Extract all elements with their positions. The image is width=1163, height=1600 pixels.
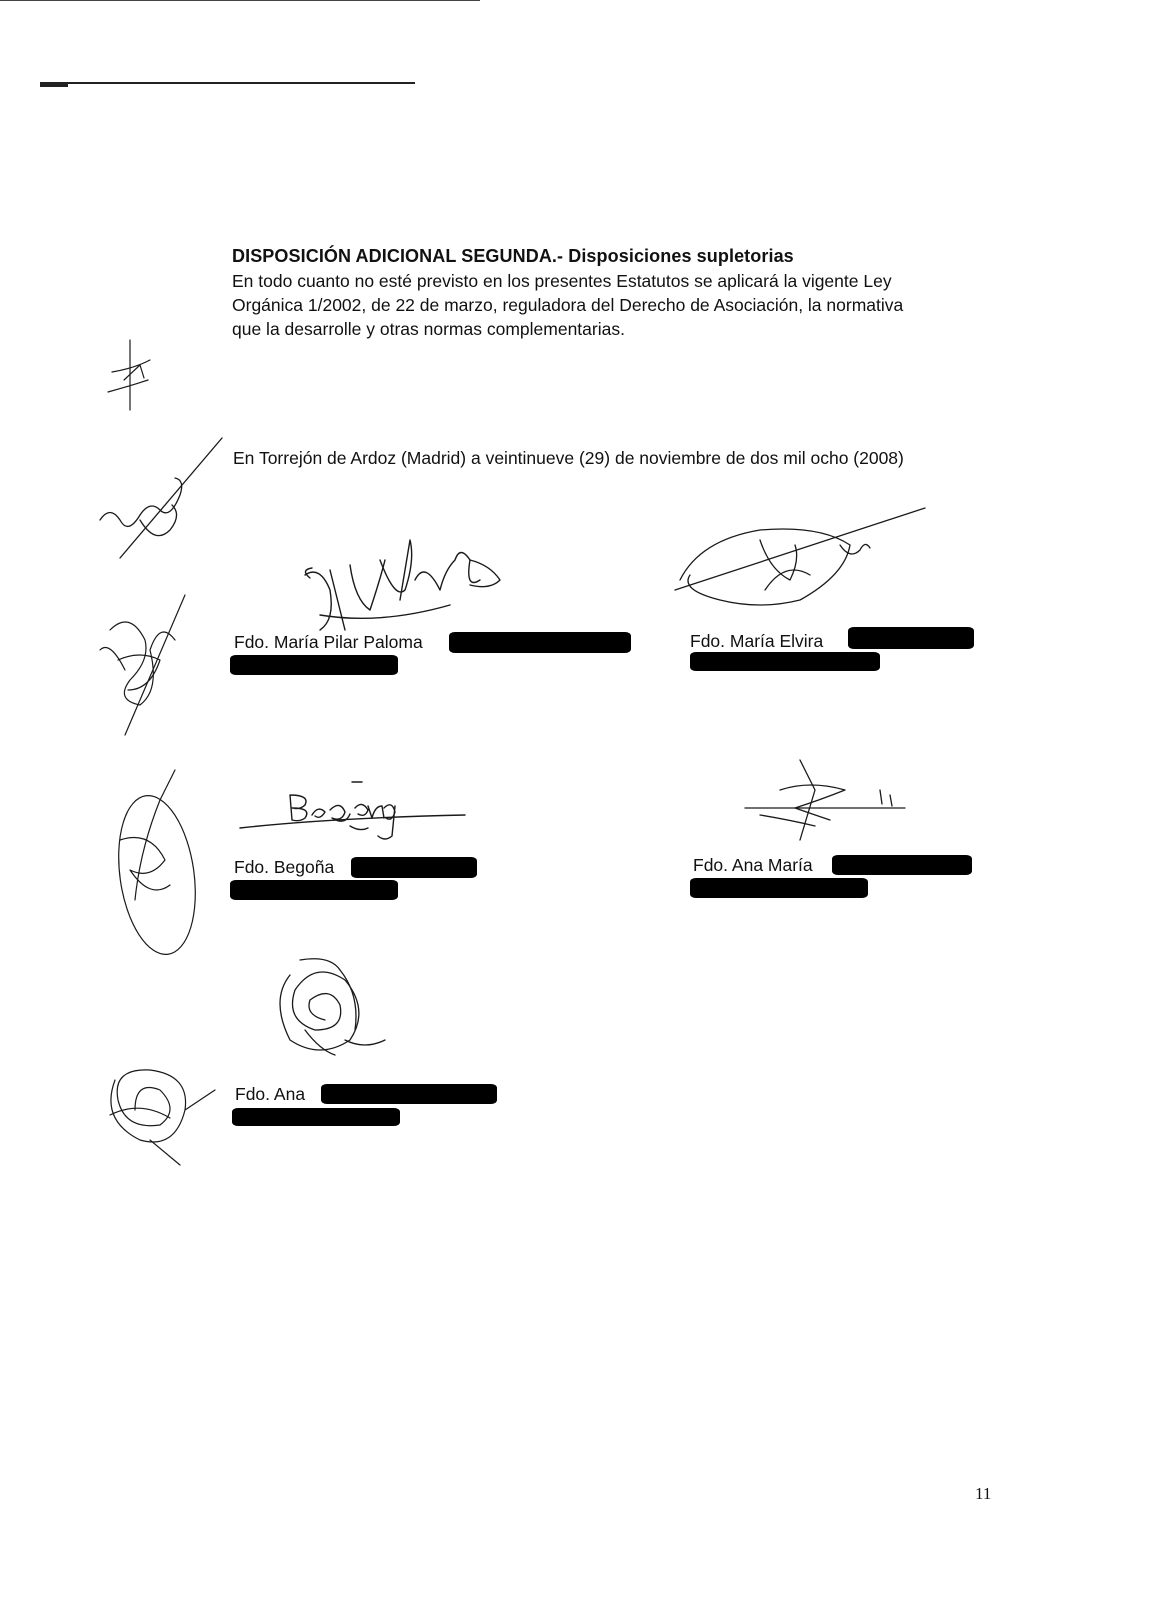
redaction-bar (832, 855, 972, 875)
redaction-bar (230, 880, 398, 900)
signatory-label-ana: Fdo. Ana (235, 1084, 306, 1104)
margin-initial-signature-2 (100, 438, 222, 558)
page-number: 11 (975, 1484, 992, 1503)
redaction-bar (690, 878, 868, 898)
body-text-line-3: que la desarrolle y otras normas complementarias. (232, 319, 625, 339)
signatory-label-ana-maria: Fdo. Ana María (693, 855, 813, 875)
section-heading: DISPOSICIÓN ADICIONAL SEGUNDA.- Disposiciones supletorias (232, 246, 794, 266)
body-text-line-2: Orgánica 1/2002, de 22 de marzo, reguladora del Derecho de Asociación, la normativa (232, 295, 904, 315)
redaction-bar (449, 632, 631, 653)
margin-initial-signature-3 (100, 595, 185, 735)
signature-maria-pilar-paloma (305, 540, 500, 630)
signatory-label-maria-pilar-paloma: Fdo. María Pilar Paloma (234, 632, 423, 652)
redaction-bar (230, 655, 398, 675)
header-rule (40, 82, 415, 84)
signatory-label-maria-elvira: Fdo. María Elvira (690, 631, 824, 651)
signature-ana (280, 959, 385, 1055)
redaction-bar (351, 857, 477, 878)
signature-begona (240, 782, 465, 839)
signature-maria-elvira (675, 508, 925, 605)
redaction-bar (690, 652, 880, 671)
margin-initial-signature-1 (108, 340, 150, 410)
margin-initial-signature-5 (110, 1070, 215, 1165)
signature-ana-maria (745, 760, 905, 840)
redaction-bar (321, 1084, 497, 1104)
top-edge-rule (0, 0, 480, 1)
margin-initial-signature-4 (109, 770, 205, 959)
place-date-line: En Torrejón de Ardoz (Madrid) a veintinueve (29) de noviembre de dos mil ocho (2008) (233, 448, 904, 468)
header-rule-thick (40, 84, 68, 87)
body-text-line-1: En todo cuanto no esté previsto en los presentes Estatutos se aplicará la vigente Ley (232, 271, 892, 291)
redaction-bar (848, 627, 974, 649)
redaction-bar (232, 1108, 400, 1126)
signatory-label-begona: Fdo. Begoña (234, 857, 335, 877)
